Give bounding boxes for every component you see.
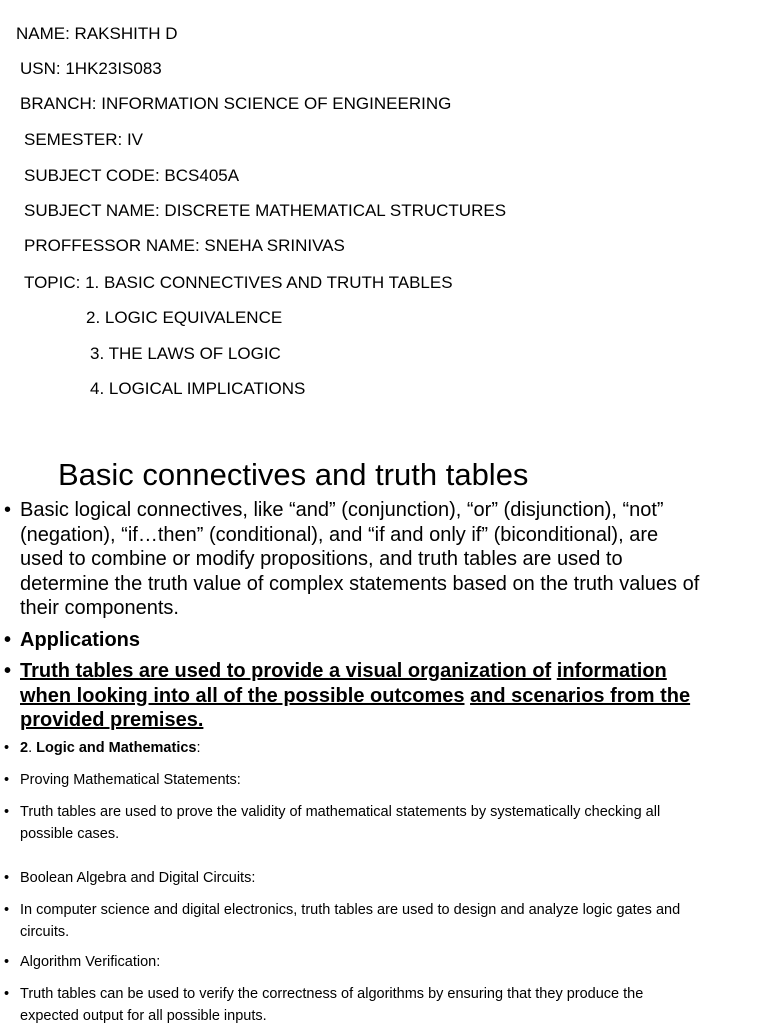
item-boolean-heading: Boolean Algebra and Digital Circuits: — [20, 869, 256, 886]
item-algorithm-text: Truth tables can be used to verify the correctness of algorithms by ensuring that they produce the expected output for all possible inputs. — [20, 985, 644, 1024]
truth-tables-text-2: information when looking into all of the possible outcomes — [20, 660, 667, 707]
applications-heading: Applications — [20, 628, 141, 651]
bullet-list — [0, 498, 700, 1024]
student-branch: BRANCH: INFORMATION SCIENCE OF ENGINEERING — [20, 94, 452, 113]
logic-math-number: 2 — [20, 739, 29, 756]
logic-math-dot: . — [28, 739, 37, 756]
student-usn: USN: 1HK23IS083 — [20, 59, 162, 78]
applications-bullet — [0, 628, 700, 653]
topic-line-4: 4. LOGICAL IMPLICATIONS — [90, 379, 306, 398]
truth-tables-text-3: and scenarios from the provided premises. — [20, 684, 691, 731]
subject-code: SUBJECT CODE: BCS405A — [24, 166, 240, 185]
list-item — [0, 801, 700, 845]
list-item — [0, 769, 700, 791]
semester: SEMESTER: IV — [24, 130, 144, 149]
intro-bullet — [0, 498, 700, 621]
list-item — [0, 983, 700, 1024]
topic-line-1: TOPIC: 1. BASIC CONNECTIVES AND TRUTH TABLES — [24, 273, 453, 292]
student-name: NAME: RAKSHITH D — [16, 24, 178, 43]
topic-line-2: 2. LOGIC EQUIVALENCE — [86, 308, 283, 327]
topic-line-3: 3. THE LAWS OF LOGIC — [90, 344, 281, 363]
intro-text: Basic logical connectives, like “and” (conjunction), “or” (disjunction), “not” (negation), “if…then” (conditional), and “if and only if” (biconditional), are used to combine or modify propositions, and truth tables are used to determine the truth value of complex statements based on the truth values of their components. — [20, 499, 700, 619]
slide-title: Basic connectives and truth tables — [58, 457, 529, 492]
item-proving-heading: Proving Mathematical Statements: — [20, 771, 241, 788]
professor-name: PROFFESSOR NAME: SNEHA SRINIVAS — [24, 236, 345, 255]
item-proving-text: Truth tables are used to prove the validity of mathematical statements by systematically checking all possible cases. — [20, 803, 661, 842]
logic-math-title: Logic and Mathematics — [36, 739, 197, 756]
logic-math-bullet — [0, 737, 700, 759]
item-algorithm-heading: Algorithm Verification: — [20, 953, 161, 970]
logic-math-colon: : — [196, 739, 201, 756]
truth-tables-text-1: Truth tables are used to provide a visual organization of — [20, 660, 552, 682]
list-item — [0, 899, 700, 943]
list-item — [0, 867, 700, 889]
truth-tables-bullet — [0, 659, 700, 733]
list-item — [0, 951, 700, 973]
item-boolean-text: In computer science and digital electronics, truth tables are used to design and analyze logic gates and circuits. — [20, 901, 681, 940]
subject-name: SUBJECT NAME: DISCRETE MATHEMATICAL STRUCTURES — [24, 201, 507, 220]
